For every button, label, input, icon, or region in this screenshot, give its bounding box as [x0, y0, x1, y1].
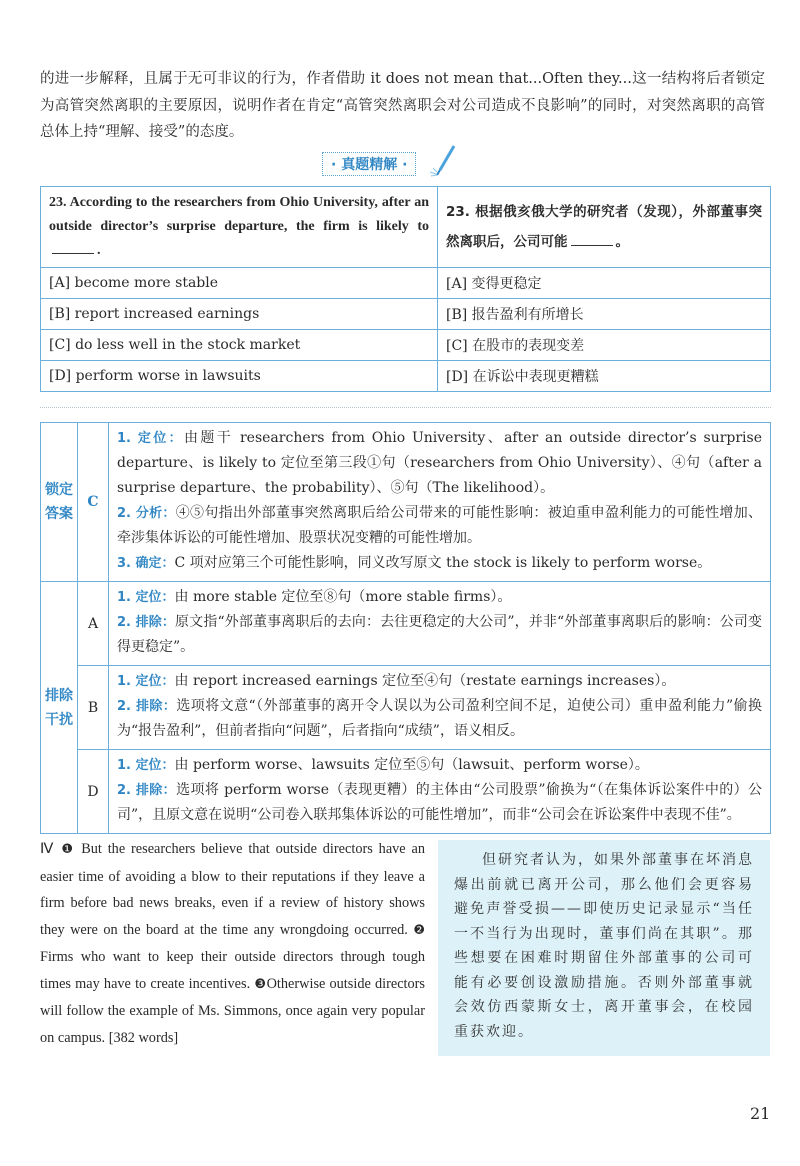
sentence-number: ❸ — [254, 976, 267, 992]
distractor-letter: B — [78, 666, 109, 750]
option-zh: [B] 报告盈利有所增长 — [438, 299, 771, 330]
divider — [40, 407, 771, 408]
distractor-row — [41, 666, 771, 750]
option-zh: [D] 在诉讼中表现更糟糕 — [438, 361, 771, 392]
section-heading — [318, 150, 488, 176]
sentence: Firms who want to keep their outside directors through tough times may have to create incentives. — [40, 949, 425, 992]
passage-paragraph — [40, 836, 425, 1051]
intro-paragraph: 的进一步解释，且属于无可非议的行为，作者借助 it does not mean that...Often they...这一结构将后者锁定为高管突然离职的主要原因，说明作者在肯定“高管突然离职会对公司造成不良影响”的同时，对突然离职的高管总体上持“理解、接受”的态度。 — [40, 71, 765, 140]
question-stem-zh: 23. 根据俄亥俄大学的研究者（发现），外部董事突然离职后，公司可能 。 — [438, 187, 771, 268]
sentence-number: ❶ — [61, 842, 76, 857]
sentence: Otherwise outside directors will follow the example of Ms. Simmons, once again very popular on campus. — [40, 975, 425, 1046]
analysis-table — [40, 422, 771, 834]
answer-letter: C — [78, 423, 109, 582]
page-number: 21 — [750, 1104, 771, 1123]
translation-text: 但研究者认为，如果外部董事在坏消息爆出前就已离开公司，那么他们会更容易避免声誉受损——即使历史记录显示“当任一不当行为出现时，董事们尚在其职”。那些想要在困难时期留住外部董事的公司可能有必要创设激励措施。否则外部董事就会效仿西蒙斯女士，离开董事会，在校园重获欢迎。 — [454, 852, 754, 1040]
answer-blank — [571, 245, 613, 246]
distractor-row — [41, 750, 771, 834]
word-count: [382 words] — [108, 1029, 179, 1046]
distractor-row — [41, 582, 771, 666]
translation-box — [438, 840, 770, 1056]
option-en: [C] do less well in the stock market — [41, 330, 438, 361]
section-heading-label: · 真题精解 · — [322, 152, 416, 176]
question-table — [40, 186, 771, 392]
option-zh: [C] 在股市的表现变差 — [438, 330, 771, 361]
distractor-explanation: 1. 定位：由 more stable 定位至⑧句（more stable firms）。 2. 排除：原文指“外部董事离职后的去向：去往更稳定的大公司”，并非“外部董事离职后的影响：公司变得更稳定”。 — [109, 582, 771, 666]
distractor-explanation: 1. 定位：由 perform worse、lawsuits 定位至⑤句（lawsuit、perform worse）。 2. 排除：选项将 perform worse（表现更糟）的主体由“公司股票”偷换为“（在集体诉讼案件中的）公司”，且原文意在说明“公司卷入联邦集体诉讼的可能性增加”，而非“公司会在诉讼案件中表现不佳”。 — [109, 750, 771, 834]
option-en: [A] become more stable — [41, 268, 438, 299]
distractor-explanation: 1. 定位：由 report increased earnings 定位至④句（restate earnings increases）。 2. 排除：选项将文意“（外部董事的离开令人误以为公司盈利空间不足，迫使公司）重申盈利能力”偷换为“报告盈利”，但前者指向“问题”，后者指向“成绩”，语义相反。 — [109, 666, 771, 750]
paragraph-number: Ⅳ — [40, 841, 56, 857]
sentence-number: ❷ — [413, 922, 425, 938]
question-stem-en: 23. According to the researchers from Ohio University, after an outside director’s surprise departure, the firm is likely to . — [41, 187, 438, 268]
distractor-letter: D — [78, 750, 109, 834]
pen-icon — [428, 144, 458, 178]
sentence: But the researchers believe that outside directors have an easier time of avoiding a blow to their reputations if they leave a firm before bad news breaks, even if a review of history shows they were on the board at the time any wrongdoing occurred. — [40, 841, 426, 938]
distractor-letter: A — [78, 582, 109, 666]
option-en: [B] report increased earnings — [41, 299, 438, 330]
answer-category: 锁定答案 — [41, 423, 78, 582]
answer-explanation: 1. 定位：由题干 researchers from Ohio University、after an outside director’s surprise departure、is likely to 定位至第三段①句（researchers from Ohio University）、④句（after a surprise departure、the probability）、⑤句（The likelihood）。 2. 分析：④⑤句指出外部董事突然离职后给公司带来的可能性影响：被迫重申盈利能力的可能性增加、牵涉集体诉讼的可能性增加、股票状况变糟的可能性增加。 3. 确定：C 项对应第三个可能性影响，同义改写原文 the stock is likely to perform worse。 — [109, 423, 771, 582]
option-zh: [A] 变得更稳定 — [438, 268, 771, 299]
distractor-category: 排除干扰 — [41, 582, 78, 834]
answer-row — [41, 423, 771, 582]
option-en: [D] perform worse in lawsuits — [41, 361, 438, 392]
answer-blank — [52, 253, 94, 254]
